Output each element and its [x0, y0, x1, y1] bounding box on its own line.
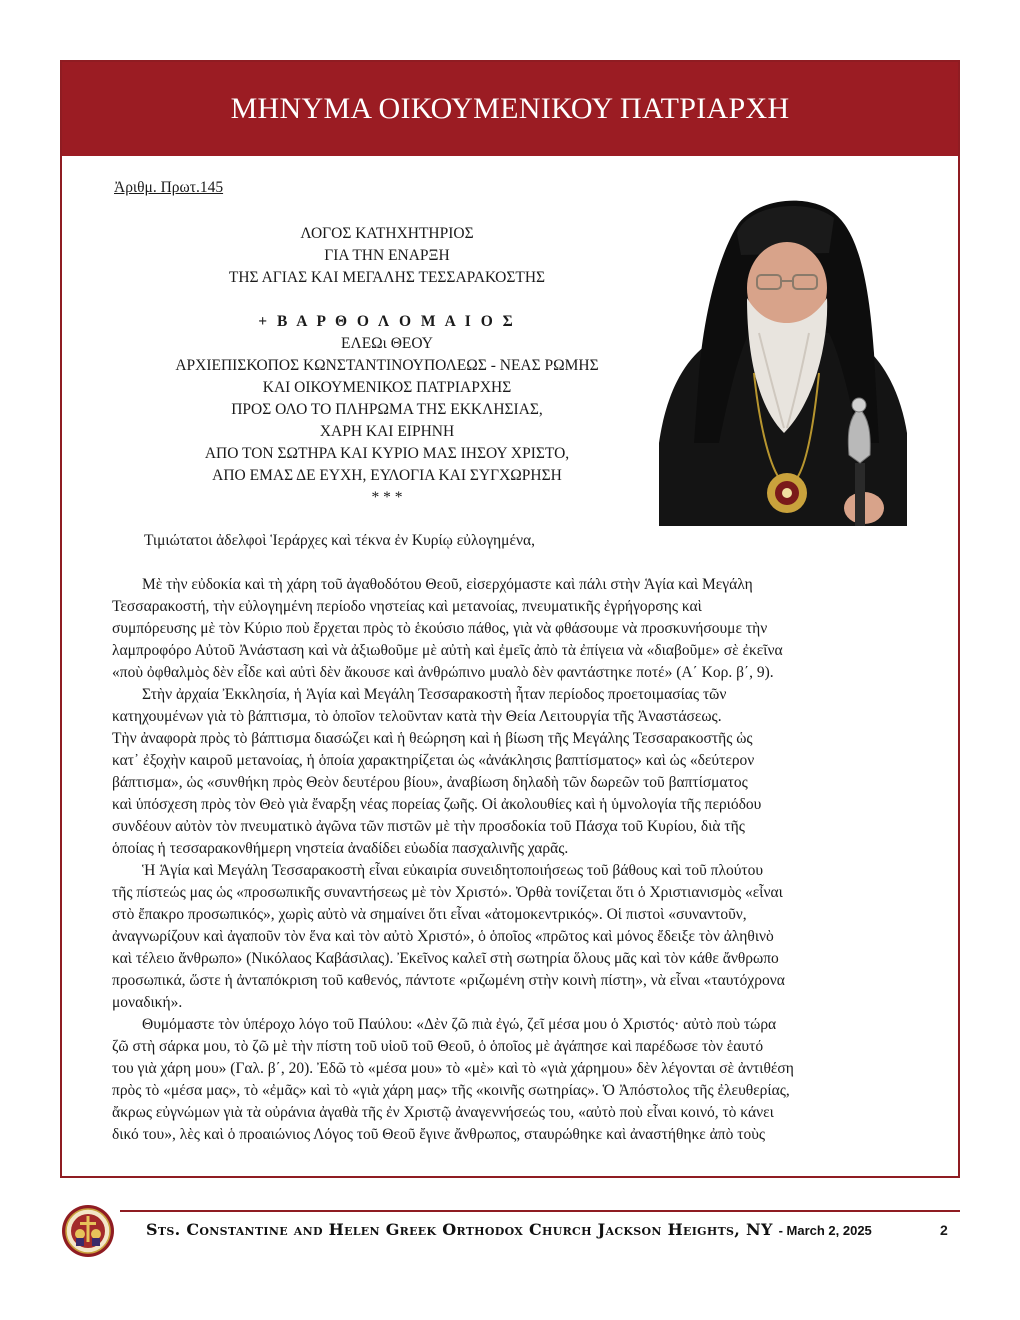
issue-date: - March 2, 2025 — [778, 1223, 872, 1238]
body-line: ἄκρως εὐγνώμων γιὰ τὰ οὐράνια ἀγαθὰ τῆς ἐν Χριστῷ ἀναγεννήσεώς του, «αὐτὸ ποὺ εἶναι κοινό, τὸ κάνει — [112, 1104, 774, 1121]
footer-rule — [120, 1210, 960, 1212]
body-line: «ποὺ ὀφθαλμὸς δὲν εἶδε καὶ αὐτὶ δὲν ἄκουσε καὶ ἀνθρώπινο μυαλὸ δὲν φαντάστηκε ποτέ» (Α΄ Κορ. β΄, 9). — [112, 664, 774, 681]
body-line: δικό του», λὲς καὶ ὁ προαιώνιος Λόγος τοῦ Θεοῦ ἔγινε ἄνθρωπος, σταυρώθηκε καὶ ἀναστήθηκε ἀπὸ τοὺς — [112, 1126, 766, 1143]
address-line: ΕΛΕΩι ΘΕΟΥ — [340, 335, 434, 352]
body-line: ζῶ στὴ σάρκα μου, τὸ ζῶ μὲ τὴν πίστη τοῦ υἱοῦ τοῦ Θεοῦ, ὁ ὁποῖος μὲ ἀγάπησε καὶ παρέδωσε τὸν ἑαυτό — [112, 1038, 764, 1055]
address-line: ΠΡΟΣ ΟΛΟ ΤΟ ΠΛΗΡΩΜΑ ΤΗΣ ΕΚΚΛΗΣΙΑΣ, — [231, 401, 543, 418]
body-line: Μὲ τὴν εὐδοκία καὶ τὴ χάρη τοῦ ἀγαθοδότου Θεοῦ, εἰσερχόμαστε καὶ πάλι στὴν Ἁγία καὶ Μεγάλη — [142, 576, 753, 593]
body-line: τῆς πίστεώς μας ὡς «προσωπικῆς συναντήσεως μὲ τὸν Χριστό». Ὀρθὰ τονίζεται ὅτι ὁ Χριστιανισμὸς «εἶναι — [112, 884, 783, 901]
body-line: μοναδική». — [112, 994, 183, 1011]
section-divider: * * * — [371, 489, 403, 506]
body-line: Τεσσαρακοστή, τὴν εὐλογημένη περίοδο νηστείας καὶ μετανοίας, πνευματικῆς ἐγρήγορσης καὶ — [112, 598, 702, 615]
article-frame — [60, 60, 960, 1178]
protocol-number: Ἀριθμ. Πρωτ.145 — [114, 179, 224, 196]
body-line: Θυμόμαστε τὸν ὑπέροχο λόγο τοῦ Παύλου: «Δὲν ζῶ πιὰ ἐγώ, ζεῖ μέσα μου ὁ Χριστός· αὐτὸ ποὺ τώρα — [142, 1016, 777, 1033]
body-line: ἀναγνωρίζουν καὶ ἀγαποῦν τὸν ἕνα καὶ τὸν αὐτὸ Χριστό», ὁ ὁποῖος «πρῶτος καὶ μόνος ἔδειξε τὸν ἀληθινὸ — [112, 928, 774, 945]
footer-parish — [146, 1220, 872, 1239]
body-line: στὸ ἔπακρο προσωπικός», χωρὶς αὐτὸ νὰ σημαίνει ὅτι εἶναι «ἀτομοκεντρικός». Οἱ πιστοὶ «συναντοῦν, — [112, 906, 747, 923]
letter-body — [112, 574, 900, 1146]
body-line: κατηχουμένων γιὰ τὸ βάπτισμα, τὸ ὁποῖον τελοῦνταν κατὰ τὴν Θεία Λειτουργία τῆς Ἀναστάσεως. — [112, 708, 722, 725]
address-line: ΑΠΟ ΕΜΑΣ ΔΕ ΕΥΧΗ, ΕΥΛΟΓΙΑ ΚΑΙ ΣΥΓΧΩΡΗΣΗ — [212, 467, 562, 484]
body-line: λαμπροφόρο Αὐτοῦ Ἀνάσταση καὶ νὰ ἀξιωθοῦμε μὲ αὐτὴ καὶ ἐμεῖς ἀπὸ τὰ ἐπίγεια νὰ «διαβοῦμε» σὲ ἐκεῖνα — [112, 642, 783, 659]
title-line: ΛΟΓΟΣ ΚΑΤΗΧΗΤΗΡΙΟΣ — [300, 225, 474, 242]
body-line: του γιὰ χάρη μου» (Γαλ. β΄, 20). Ἐδῶ τὸ «μέσα μου» τὸ «μὲ» καὶ τὸ «γιὰ χάρημου» δὲν λέγονται σὲ ἀντιθέση — [112, 1060, 794, 1077]
body-line: καὶ τέλειο ἄνθρωπο» (Νικόλαος Καβάσιλας). Ἐκεῖνος καλεῖ στὴ σωτηρία ὅλους μᾶς καὶ τὸν κάθε ἄνθρωπο — [112, 950, 779, 967]
address-line: ΑΡΧΙΕΠΙΣΚΟΠΟΣ ΚΩΝΣΤΑΝΤΙΝΟΥΠΟΛΕΩΣ - ΝΕΑΣ ΡΩΜΗΣ — [175, 357, 599, 374]
title-line: ΓΙΑ ΤΗΝ ΕΝΑΡΞΗ — [324, 247, 450, 264]
page-number: 2 — [940, 1222, 948, 1238]
body-line: συνδέουν αὐτὸν τὸν πνευματικὸ ἀγῶνα τῶν πιστῶν μὲ τὴν προσδοκία τοῦ Πάσχα τοῦ Κυρίου, διὰ τῆς — [112, 818, 745, 835]
body-line: Στὴν ἀρχαία Ἐκκλησία, ἡ Ἁγία καὶ Μεγάλη Τεσσαρακοστὴ ἦταν περίοδος προετοιμασίας τῶν — [142, 686, 727, 703]
body-line: Τὴν ἀναφορὰ πρὸς τὸ βάπτισμα διασώζει καὶ ἡ θεώρηση καὶ ἡ βίωση τῆς Μεγάλης Τεσσαρακοστῆς ὡς — [112, 730, 753, 747]
body-line: Ἡ Ἁγία καὶ Μεγάλη Τεσσαρακοστὴ εἶναι εὐκαιρία συνειδητοποιήσεως τοῦ βάθους καὶ τοῦ πλούτου — [142, 862, 764, 879]
letter-heading — [112, 223, 662, 509]
body-line: καὶ ὑπόσχεση πρὸς τὸν Θεὸ γιὰ ἔναρξη νέας πορείας ζωῆς. Οἱ ἀκολουθίες καὶ ἡ ὑμνολογία τῆς περιόδου — [112, 796, 762, 813]
church-seal-icon — [61, 1204, 115, 1258]
body-line: συμπόρευσης μὲ τὸν Κύριο ποὺ ἔρχεται πρὸς τὸ ἑκούσιο πάθος, γιὰ νὰ φθάσουμε νὰ προσκυνήσουμε τὴν — [112, 620, 768, 637]
address-line: ΚΑΙ ΟΙΚΟΥΜΕΝΙΚΟΣ ΠΑΤΡΙΑΡΧΗΣ — [262, 379, 512, 396]
parish-name: Sts. Constantine and Helen Greek Orthodox Church Jackson Heights, NY — [146, 1220, 773, 1239]
body-line: ὁποίας ἡ τεσσαρακονθήμερη νηστεία ἀναδίδει εὐωδία πασχαλινῆς χαρᾶς. — [112, 840, 569, 857]
signer-name: + Β Α Ρ Θ Ο Λ Ο Μ Α Ι Ο Σ — [258, 313, 516, 330]
body-line: προσωπικά, ὥστε ἡ ἀνταπόκριση τοῦ καθενός, πάντοτε «ριζωμένη στὴν κοινὴ πίστη», νὰ εἶναι «ταυτόχρονα — [112, 972, 785, 989]
patriarch-portrait — [659, 193, 907, 526]
body-line: βάπτισμα», ὡς «συνθήκη πρὸς Θεὸν δευτέρου βίου», ἀναβίωση δηλαδὴ τῶν δωρεῶν τοῦ βαπτίσματος — [112, 774, 748, 791]
address-line: ΧΑΡΗ ΚΑΙ ΕΙΡΗΝΗ — [319, 423, 455, 440]
address-line: ΑΠΟ ΤΟΝ ΣΩΤΗΡΑ ΚΑΙ ΚΥΡΙΟ ΜΑΣ ΙΗΣΟΥ ΧΡΙΣΤΟ, — [204, 445, 570, 462]
body-line: πρὸς τὸ «μέσα μας», τὸ «ἐμᾶς» καὶ τὸ «γιὰ χάρη μας» τῆς «κοινῆς σωτηρίας». Ὁ Ἀπόστολος τῆς ἐλευθερίας, — [112, 1082, 790, 1099]
article-header — [62, 62, 958, 156]
article-title: ΜΗΝΥΜΑ ΟΙΚΟΥΜΕΝΙΚΟΥ ΠΑΤΡΙΑΡΧΗ — [230, 92, 790, 125]
body-line: κατ᾽ ἐξοχὴν καιροῦ μετανοίας, ἡ ὁποία χαρακτηρίζεται ὡς «ἀνάκλησις βαπτίσματος» καὶ ὡς «δεύτερον — [112, 752, 755, 769]
title-line: ΤΗΣ ΑΓΙΑΣ ΚΑΙ ΜΕΓΑΛΗΣ ΤΕΣΣΑΡΑΚΟΣΤΗΣ — [228, 269, 546, 286]
letter-greeting: Τιμιώτατοι ἀδελφοὶ Ἱεράρχες καὶ τέκνα ἐν Κυρίῳ εὐλογημένα, — [144, 532, 535, 549]
